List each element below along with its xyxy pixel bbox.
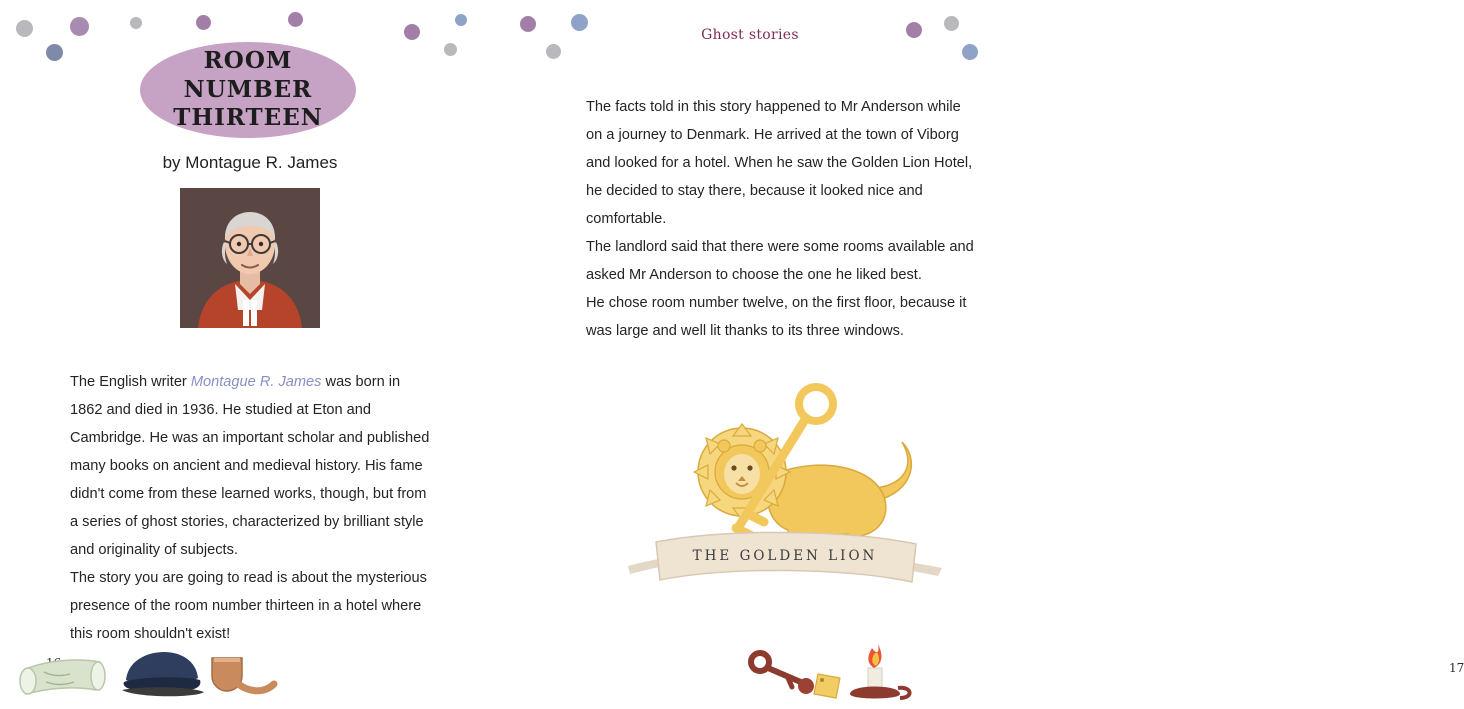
story-title-blob (140, 42, 356, 138)
banner-label: THE GOLDEN LION (692, 548, 878, 564)
golden-lion-illustration (620, 380, 950, 615)
right-page (500, 0, 1464, 704)
author-portrait (180, 188, 320, 328)
intro-paragraph: The story you are going to read is about the mysterious presence of the room number thirteen in a hotel where this room shouldn't exist! (70, 570, 427, 642)
bottom-objects-icon (0, 624, 1000, 704)
candle-holder-icon (850, 644, 910, 699)
running-head: Ghost stories (701, 27, 799, 43)
page-title (140, 47, 356, 133)
author-portrait-icon (180, 188, 320, 328)
bio-text-after: was born in 1862 and died in 1936. He studied at Eton and Cambridge. He was an important scholar and published many books on ancient and medieval history. His fame didn't come from these learned works, though, but from a series of ghost stories, characterized by brilliant style and originality of subjects. (70, 374, 430, 558)
golden-lion-icon (620, 380, 950, 615)
biography-paragraph (70, 368, 435, 564)
smoking-pipe-icon (212, 658, 274, 691)
author-biography (70, 368, 435, 648)
story-title-line-1: ROOM NUMBER (183, 46, 313, 103)
scroll-map-icon (20, 660, 105, 694)
story-paragraph: The facts told in this story happened to Mr Anderson while on a journey to Denmark. He arrived at the town of Viborg and looked for a hotel. When he saw the Golden Lion Hotel, he decided to stay there, because it looked nice and comfortable. (586, 99, 973, 227)
story-title-line-2: THIRTEEN (173, 104, 323, 132)
sailor-cap-icon (122, 652, 204, 696)
bottom-decorations (0, 624, 1000, 704)
author-byline: by Montague R. James (162, 153, 338, 172)
key-with-tag-icon (751, 653, 840, 698)
author-name-highlight: Montague R. James (190, 374, 322, 390)
story-paragraph: He chose room number twelve, on the first floor, because it was large and well lit thanks to its three windows. (586, 295, 967, 339)
bio-text-before: The English writer (70, 374, 191, 390)
story-body (586, 93, 976, 345)
story-paragraph: The landlord said that there were some rooms available and asked Mr Anderson to choose the one he liked best. (586, 239, 974, 283)
left-page (0, 0, 500, 704)
page-number-right: 17 (1449, 661, 1464, 675)
